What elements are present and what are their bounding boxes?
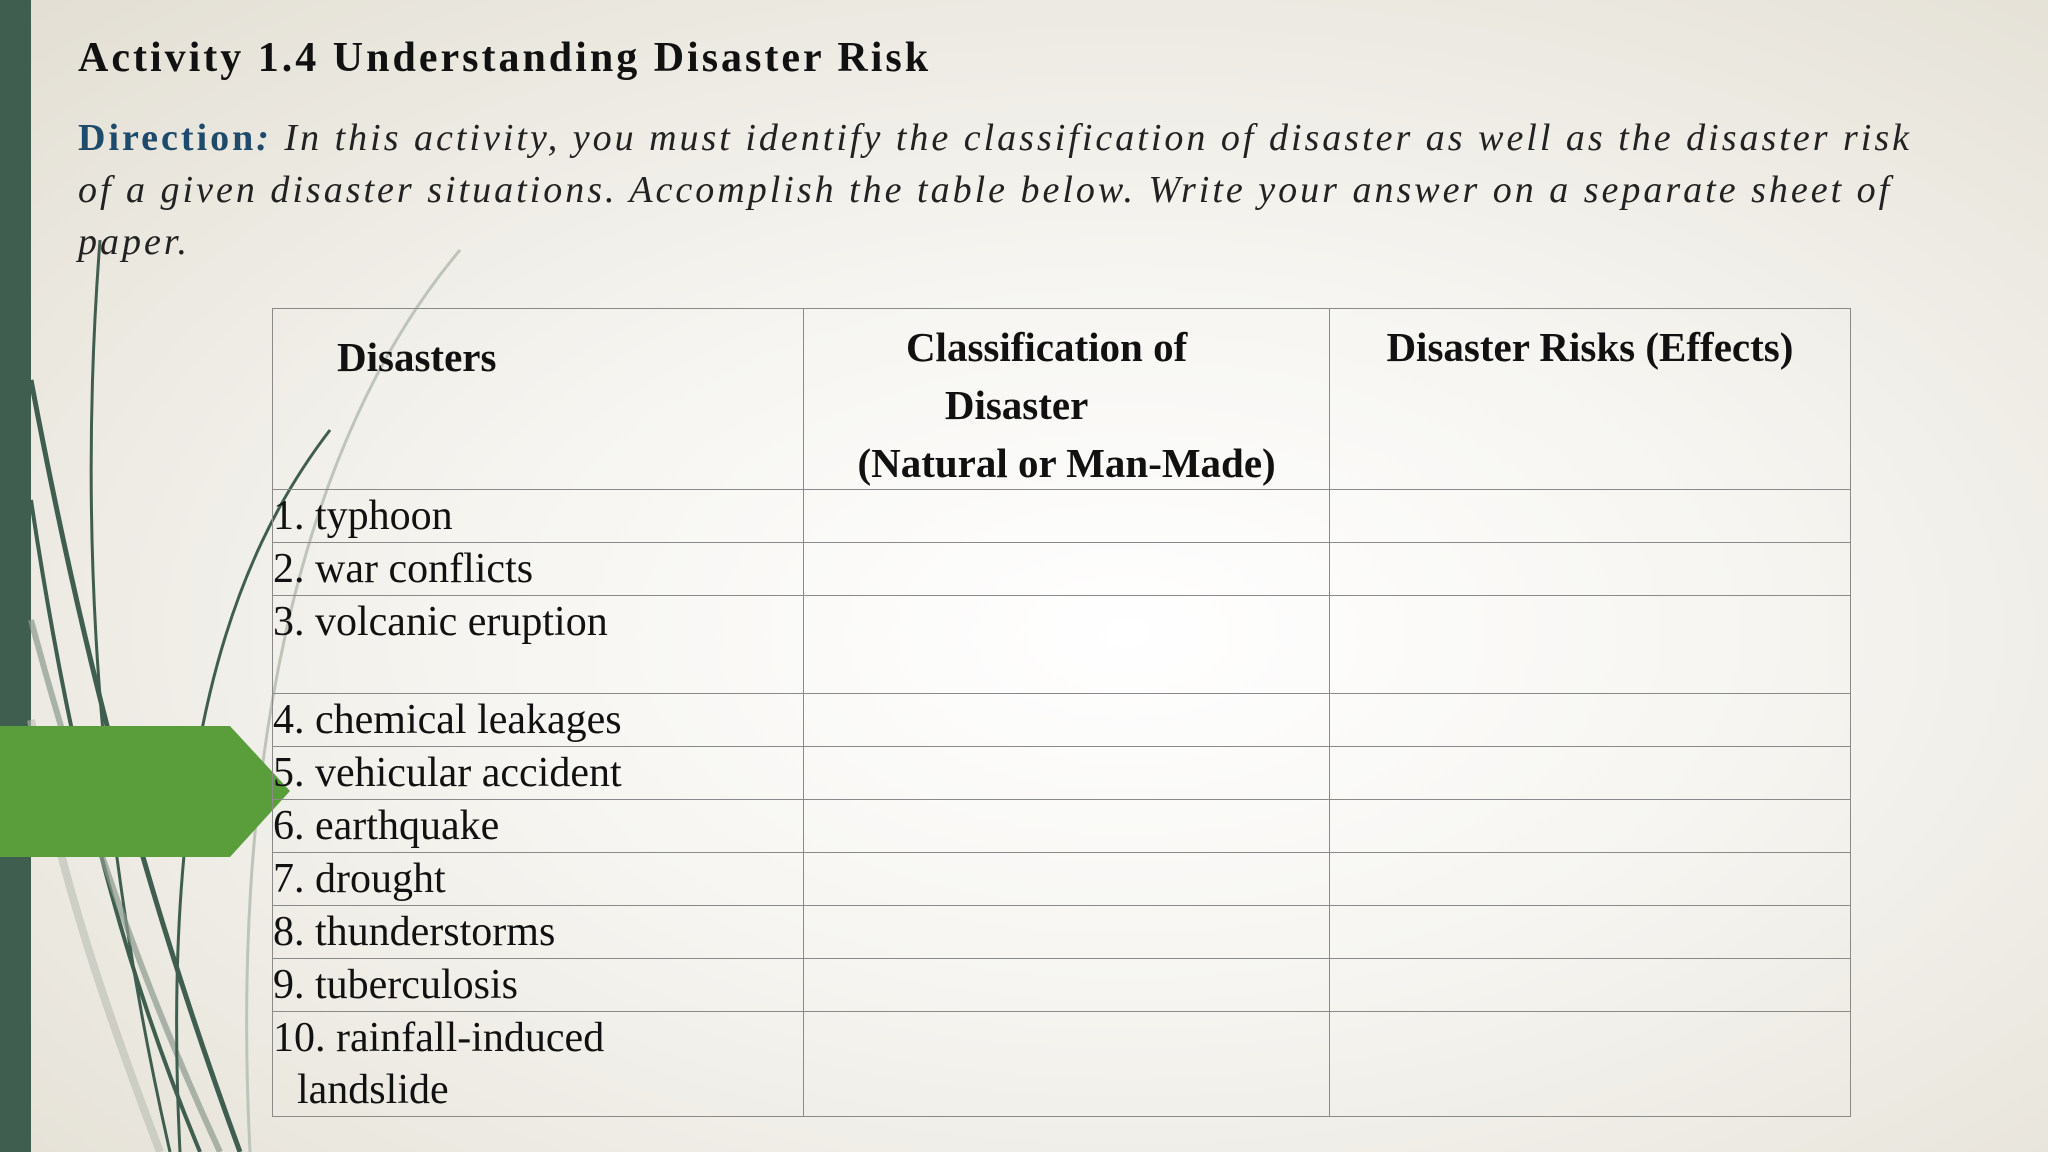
disaster-cell: 8. thunderstorms [273, 906, 804, 959]
table-row [273, 959, 1851, 1012]
risk-answer-cell [1329, 747, 1850, 800]
direction-paragraph [78, 112, 1958, 268]
classification-answer-cell [804, 959, 1329, 1012]
table-row [273, 596, 1851, 694]
table-row [273, 543, 1851, 596]
classification-answer-cell [804, 1012, 1329, 1117]
classification-answer-cell [804, 853, 1329, 906]
table-row [273, 800, 1851, 853]
disaster-cell: 10. rainfall-induced landslide [273, 1012, 804, 1117]
green-pentagon-accent [0, 726, 290, 857]
classification-answer-cell [804, 906, 1329, 959]
table-row [273, 906, 1851, 959]
disaster-cell: 2. war conflicts [273, 543, 804, 596]
risk-answer-cell [1329, 694, 1850, 747]
header-disasters: Disasters [273, 309, 804, 490]
disaster-cell: 4. chemical leakages [273, 694, 804, 747]
classification-answer-cell [804, 800, 1329, 853]
direction-label: Direction: [78, 117, 272, 159]
disaster-cell: 7. drought [273, 853, 804, 906]
disaster-cell: 6. earthquake [273, 800, 804, 853]
disaster-cell: 1. typhoon [273, 490, 804, 543]
risk-answer-cell [1329, 490, 1850, 543]
disaster-cell: 5. vehicular accident [273, 747, 804, 800]
risk-answer-cell [1329, 800, 1850, 853]
disaster-table [272, 308, 1851, 1117]
risk-answer-cell [1329, 906, 1850, 959]
risk-answer-cell [1329, 853, 1850, 906]
header-classification: Classification of Disaster (Natural or Man-Made) [804, 309, 1329, 490]
risk-answer-cell [1329, 1012, 1850, 1117]
left-color-band [0, 0, 31, 1152]
direction-text: In this activity, you must identify the classification of disaster as well as the disaster risk of a given disaster situations. Accomplish the table below. Write your answer on a separate sheet of paper. [78, 117, 1912, 263]
disaster-cell: 9. tuberculosis [273, 959, 804, 1012]
risk-answer-cell [1329, 596, 1850, 694]
header-disaster-risks: Disaster Risks (Effects) [1329, 309, 1850, 490]
classification-answer-cell [804, 596, 1329, 694]
classification-answer-cell [804, 490, 1329, 543]
table-row [273, 853, 1851, 906]
table-row [273, 1012, 1851, 1117]
disaster-cell: 3. volcanic eruption [273, 596, 804, 694]
risk-answer-cell [1329, 959, 1850, 1012]
classification-answer-cell [804, 694, 1329, 747]
table-header-row [273, 309, 1851, 490]
table-row [273, 490, 1851, 543]
classification-answer-cell [804, 747, 1329, 800]
table-row [273, 747, 1851, 800]
table-row [273, 694, 1851, 747]
risk-answer-cell [1329, 543, 1850, 596]
page-title: Activity 1.4 Understanding Disaster Risk [78, 35, 932, 81]
classification-answer-cell [804, 543, 1329, 596]
